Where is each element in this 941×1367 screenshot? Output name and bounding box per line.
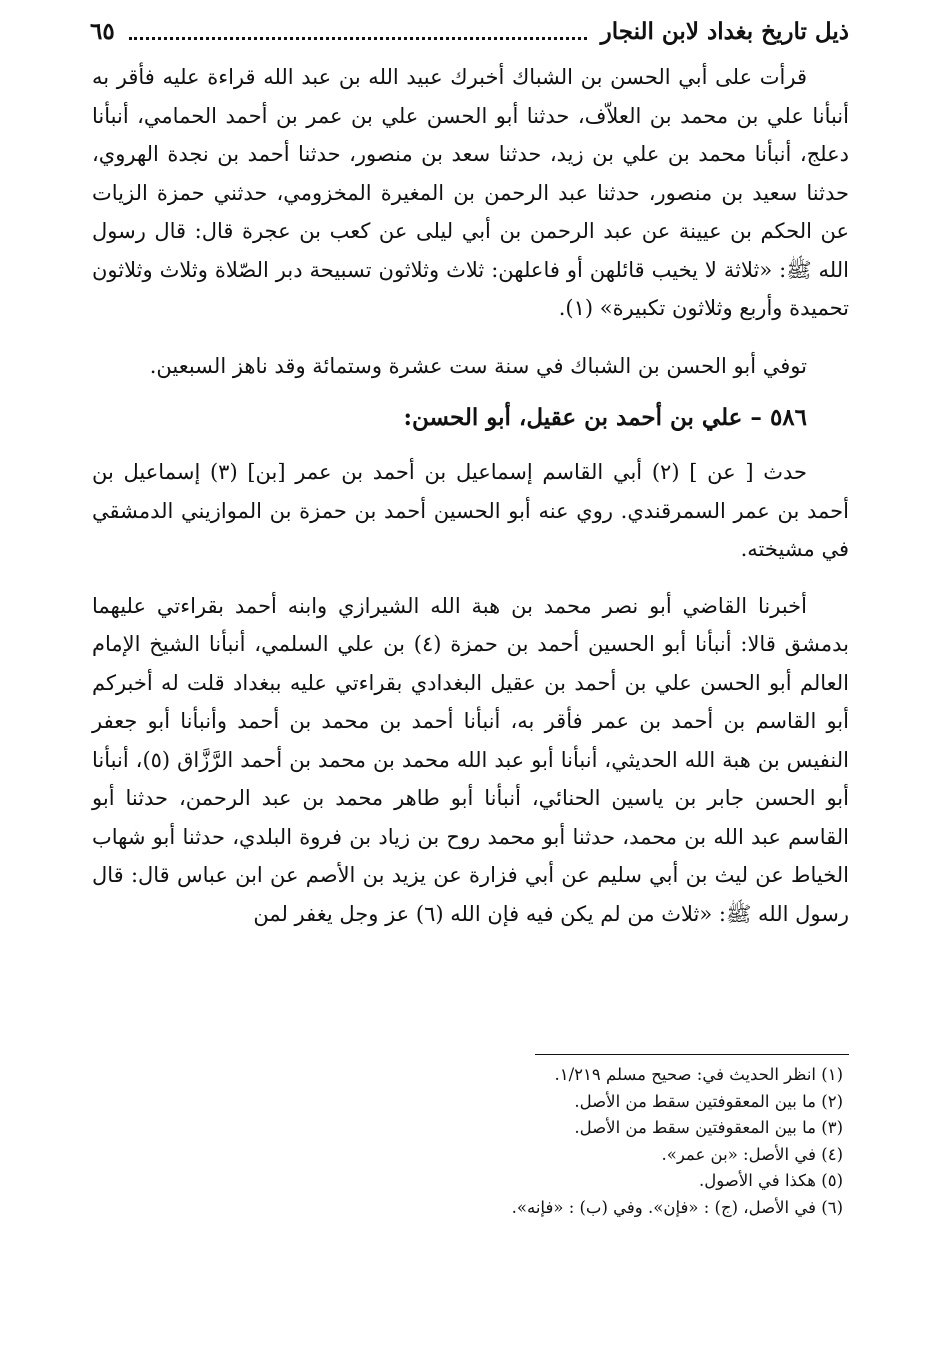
page-number: ٦٥ (90, 17, 115, 45)
main-text (92, 58, 849, 933)
paragraph-1: قرأت على أبي الحسن بن الشباك أخبرك عبيد الله بن عبد الله قراءة عليه فأقر به أنبأنا علي بن محمد بن العلاّف، حدثنا أبو الحسن علي بن عمر بن أحمد الحمامي، أنبأنا دعلج، أنبأنا محمد بن علي بن زيد، حدثنا سعد بن منصور، حدثنا أحمد بن نجدة الهروي، حدثنا سعيد بن منصور، حدثنا عبد الرحمن بن المغيرة المخزومي، حدثني حمزة الزيات عن الحكم بن عيينة عن عبد الرحمن بن أبي ليلى عن كعب بن عجرة قال: قال رسول الله ﷺ: «ثلاثة لا يخيب قائلهن أو فاعلهن: ثلاث وثلاثون تسبيحة دبر الصّلاة وثلاث وثلاثون تحميدة وأربع وثلاثون تكبيرة» (١). (92, 65, 849, 320)
footnote-1: (١) انظر الحديث في: صحيح مسلم ١/٢١٩. (554, 1065, 843, 1084)
footnotes (323, 1062, 843, 1221)
footnote-3: (٣) ما بين المعقوفتين سقط من الأصل. (574, 1118, 843, 1137)
running-title: ذيل تاريخ بغداد لابن النجار (600, 17, 849, 45)
footnote-5: (٥) هكذا في الأصول. (699, 1171, 843, 1190)
entry-heading: ٥٨٦ – علي بن أحمد بن عقيل، أبو الحسن: (403, 404, 807, 431)
paragraph-3: حدث [ عن ] (٢) أبي القاسم إسماعيل بن أحمد بن عمر [بن] (٣) إسماعيل بن أحمد بن عمر السمرقندي. روي عنه أبو الحسين أحمد بن حمزة بن الموازيني الدمشقي في مشيخته. (92, 460, 849, 561)
footnote-separator (535, 1054, 849, 1055)
paragraph-2: توفي أبو الحسن بن الشباك في سنة ست عشرة وستمائة وقد ناهز السبعين. (149, 353, 807, 378)
paragraph-4: أخبرنا القاضي أبو نصر محمد بن هبة الله الشيرازي وابنه أحمد بقراءتي عليهما بدمشق قالا: أنبأنا أبو الحسين أحمد بن حمزة (٤) بن علي السلمي، أنبأنا الشيخ الإمام العالم أبو الحسن علي بن أحمد بن عقيل البغدادي بقراءتي عليه ببغداد قلت له أخبركم أبو القاسم بن أحمد بن عمر فأقر به، أنبأنا أحمد بن محمد بن أحمد وأنبأنا أبو جعفر النفيس بن هبة الله الحديثي، أنبأنا أبو عبد الله محمد بن محمد بن أحمد الرَّزَّاق (٥)، أنبأنا أبو الحسن جابر بن ياسين الحنائي، أنبأنا أبو طاهر محمد بن عبد الرحمن، حدثنا أبو القاسم عبد الله بن محمد، حدثنا أبو محمد روح بن زياد بن فروة البلدي، حدثنا أبو شهاب الخياط عن ليث بن أبي سليم عن أبي فزارة عن يزيد بن الأصم عن ابن عباس قال: قال رسول الله ﷺ: «ثلاث من لم يكن فيه فإن الله (٦) عز وجل يغفر لمن (92, 593, 849, 926)
footnote-6: (٦) في الأصل، (ج) : «فإن». وفي (ب) : «فإنه». (511, 1197, 843, 1217)
footnote-4: (٤) في الأصل: «بن عمر». (661, 1144, 843, 1164)
footnote-2: (٢) ما بين المعقوفتين سقط من الأصل. (574, 1091, 843, 1111)
page-header (90, 14, 849, 48)
header-leader-dots (129, 23, 587, 40)
